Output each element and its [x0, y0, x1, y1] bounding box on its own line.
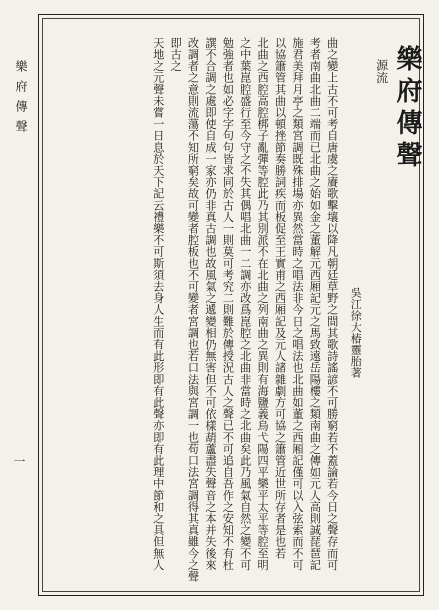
text-line: 以協簫管其曲以頓挫節奏勝詞疾而板促至王實甫之西厢記及元人諸雜劇方可協之簫管近世所存者是也若: [273, 37, 287, 559]
margin-page-number: 一: [12, 455, 26, 467]
text-frame: [38, 14, 424, 596]
text-line: 之中葉崑腔盛行至今守之不失其偶唱北曲一二調亦改爲崑腔之北曲非當時之北曲矣此乃風氣自然之變不可: [238, 37, 252, 571]
text-line: 考者南曲北曲二端而已北曲之始如金之董解元西厢記元之馬致遠岳陽樓之類南曲之傳如元人高則誠琵琶記: [308, 37, 322, 571]
section-heading: 源流: [374, 59, 389, 84]
margin-running-title: 樂府傳聲: [14, 60, 28, 140]
text-line: 譔不合調之處即使自成一家亦仍非真古調也故風氣之遞變相仍無害但不可依樣葫蘆盡失聲音之本并失後來: [203, 37, 217, 571]
text-line: 天地之元聲未嘗一日息於天下記云禮樂不可斯須去身人生而有此形即有此聲亦即有此理中節和之具但無人: [151, 37, 165, 571]
text-line: 改調者之意則流蕩不知所窮矣故可變者腔板也不可變者宮調也若口法與宮調一也苟口法宮調得其真雖今之聲即古之: [169, 37, 200, 583]
text-line: 曲之變上古不可考自唐虞之賡歌擊壤以降凡朝廷草野之間其歌詩謠諺不可勝窮若不蓋論若今日之聲存而可: [325, 37, 339, 571]
author-line: 吳江徐大椿靈胎著: [349, 287, 363, 379]
text-line: 勉強者也如必字字句句皆求同於古人一則莫可考究二則難於傳授況古人之聲已不可追自吾作之安知不有杜: [221, 37, 235, 571]
text-line: 施君美拜月亭之類宮調既殊排場亦異然當時之唱法非今日之唱法也北曲如董之西厢記僅可以入弦索而不可: [290, 37, 304, 571]
vertical-text-block: [49, 37, 422, 583]
page-title: 樂府傳聲: [392, 45, 422, 173]
text-line: 北曲之西腔高腔梆子亂彈等腔此乃其別派不在北曲之列南曲之異則有海鹽義烏弋陽四平樂平太平等腔至明: [256, 37, 270, 571]
